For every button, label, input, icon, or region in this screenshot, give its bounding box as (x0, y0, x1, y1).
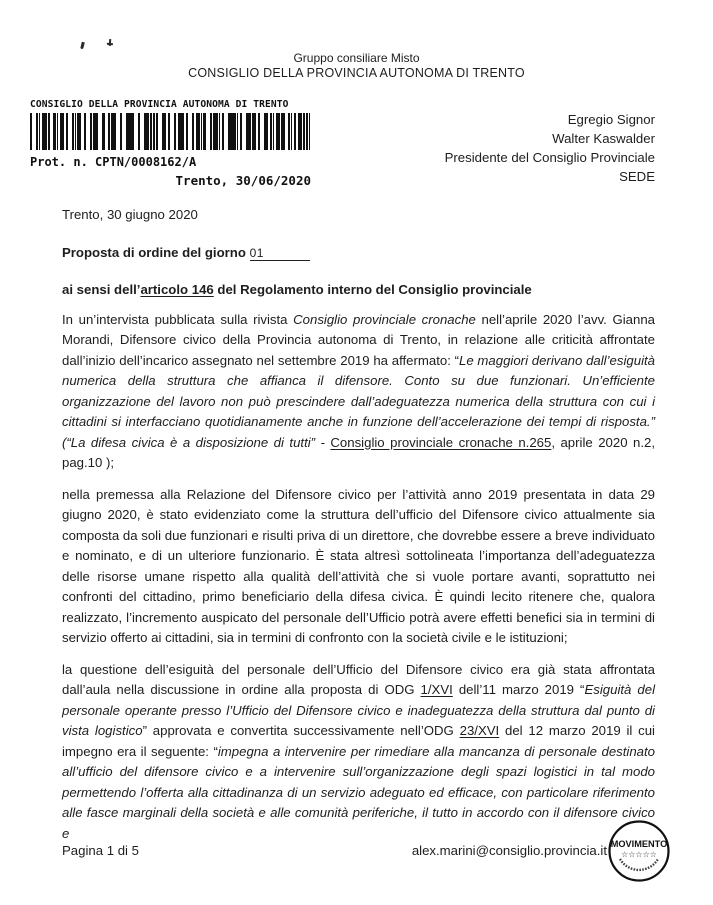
pen-mark (80, 42, 85, 50)
pen-mark (109, 39, 111, 46)
barcode (30, 113, 311, 150)
protocol-block (30, 99, 311, 188)
protocol-label: CONSIGLIO DELLA PROVINCIA AUTONOMA DI TRENTO (30, 99, 289, 110)
page-number: Pagina 1 di 5 (62, 843, 139, 858)
paragraph-1: In un’intervista pubblicata sulla rivista Consiglio provinciale cronache nell’aprile 2020 l’avv. Gianna Morandi, Difensore civico della Provincia autonoma di Trento, in relazione alle criticità affrontate dall’inizio dell’incarico assegnato nel settembre 2019 ha affermato: “Le maggiori derivano dall’esiguità numerica della struttura che affianca il difensore. Conto su due funzionari. Un’efficiente organizzazione del lavoro non può prescindere dall’adeguatezza numerica della struttura con cui i cittadini si interfacciano quotidianamente anche in funzione dell’accelerazione dei tempi di risposta.” (“La difesa civica è a disposizione di tutti” - Consiglio provinciale cronache n.265, aprile 2020 n.2, pag.10 ); (62, 311, 656, 470)
order-number-field (250, 246, 310, 261)
paragraph-2: nella premessa alla Relazione del Difensore civico per l’attività anno 2019 presentata in data 29 giugno 2020, è stato evidenziato come la struttura dell’ufficio del Difensore civico attualmente sia composta da soli due funzionari e risulti priva di un direttore, che dovrebbe essere a breve individuato e nominato, e di un ulteriore funzionario. È stata altresì sottolineata l’importanza dell’adeguatezza delle risorse umane rispetto alla qualità dell’attività che si vuole portare avanti, soprattutto nei confronti del cittadino, primo beneficiario della difesa civica. È quindi lecito ritenere che, qualora realizzato, l’incremento auspicato del personale dell’Ufficio potrà avere effetti benefici sia in termini di servizio offerto ai cittadini, sia in termini di confronto con la società civile e le istituzioni; (62, 486, 655, 645)
logo-title: MOVIMENTO (610, 839, 668, 849)
paragraph-3: la questione dell’esiguità del personale dell’Ufficio del Difensore civico era già stata affrontata dall’aula nella discussione in ordine alla proposta di ODG 1/XVI dell’11 marzo 2019 “Esiguità del personale operante presso l’Ufficio del Difensore civico e inadeguatezza della struttura dal punto di vista logistico” approvata e convertita successivamente nell’ODG 23/XVI del 12 marzo 2019 il cui impegno era il seguente: “impegna a intervenire per rimediare alla mancanza di personale destinato all’ufficio del difensore civico e a intervenire sull’organizzazione degli spazi logistici in tal modo permettendo l’offerta alla cittadinanza di un servizio adeguato ed efficace, con particolare riferimento alle fasce marginali della società e alle comunità periferiche, il tutto in accordo con il difensore civico e (62, 661, 656, 841)
document-body (62, 205, 655, 855)
group-name: Gruppo consiliare Misto (293, 51, 420, 65)
star-icons: ☆☆☆☆☆ (621, 850, 657, 859)
subject-line-2: ai sensi dell’articolo 146 del Regolamento interno del Consiglio provinciale (62, 282, 532, 297)
order-number: 01 (249, 245, 264, 260)
council-name: CONSIGLIO DELLA PROVINCIA AUTONOMA DI TRENTO (188, 66, 525, 80)
email-text: alex.marini@consiglio.provincia.it (411, 843, 607, 858)
protocol-stamp-date: Trento, 30/06/2020 (175, 173, 311, 188)
subject-prefix: Proposta di ordine del giorno (62, 244, 250, 260)
date-line: Trento, 30 giugno 2020 (62, 207, 198, 222)
recipient-salutation: Egregio Signor (567, 112, 655, 127)
recipient-block (445, 110, 655, 186)
letterhead (0, 51, 713, 81)
protocol-number: Prot. n. CPTN/0008162/A (30, 155, 197, 169)
recipient-title: Presidente del Consiglio Provinciale (444, 150, 655, 165)
recipient-sede: SEDE (619, 169, 655, 184)
subject-line-1 (62, 243, 655, 264)
recipient-name: Walter Kaswalder (552, 131, 655, 146)
m5s-logo (607, 819, 671, 883)
